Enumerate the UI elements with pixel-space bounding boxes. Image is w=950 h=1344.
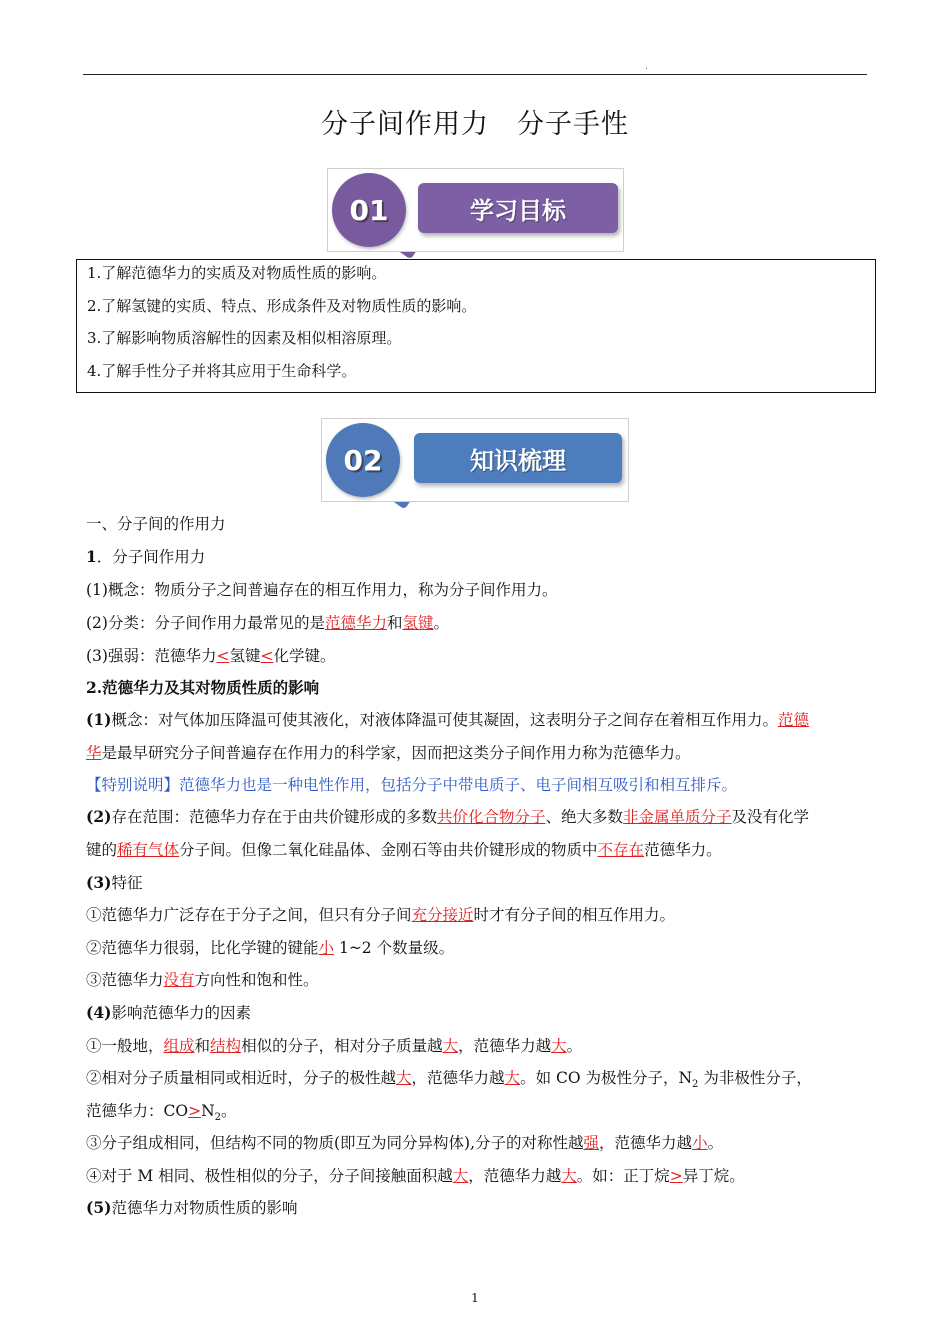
- strength-line: (3)强弱：范德华力<氢键<化学键。: [86, 647, 336, 665]
- page-title: [0, 102, 950, 141]
- title-part1: 分子间作用力: [321, 109, 489, 140]
- banner-label: 学习目标: [418, 183, 618, 233]
- paragraph-line: (4)影响范德华力的因素: [86, 1003, 251, 1022]
- subsection-heading: 1．分子间作用力: [86, 547, 206, 566]
- paragraph-line: 键的稀有气体分子间。但像二氧化硅晶体、金刚石等由共价键形成的物质中不存在范德华力。: [86, 841, 722, 859]
- banner-label: 知识梳理: [414, 433, 622, 483]
- page-number: 1: [471, 1291, 479, 1305]
- subsection-heading: 2.范德华力及其对物质性质的影响: [86, 678, 320, 697]
- section-heading: 一、分子间的作用力: [86, 515, 226, 533]
- list-item: 范德华力：$CO>N_2$。: [86, 1102, 237, 1124]
- goal-item: 3.了解影响物质溶解性的因素及相似相溶原理。: [87, 329, 402, 347]
- paragraph-line: 华是最早研究分子间普遍存在作用力的科学家，因而把这类分子间作用力称为范德华力。: [86, 744, 691, 762]
- concept-line: (1)概念：物质分子之间普遍存在的相互作用力，称为分子间作用力。: [86, 581, 558, 599]
- title-part2: 分子手性: [517, 109, 629, 140]
- header-dot: .: [645, 62, 648, 72]
- list-item: ②范德华力很弱，比化学键的键能小 1~2 个数量级。: [86, 939, 455, 957]
- special-note: 【特别说明】范德华力也是一种电性作用，包括分子中带电质子、电子间相互吸引和相互排斥。: [86, 776, 738, 794]
- paragraph-line: (5)范德华力对物质性质的影响: [86, 1198, 298, 1217]
- header-rule: [83, 74, 867, 75]
- learning-goals-banner: [327, 168, 624, 252]
- classification-line: (2)分类：分子间作用力最常见的是范德华力和氢键。: [86, 614, 450, 632]
- knowledge-review-banner: [321, 418, 629, 502]
- list-item: ④对于 M 相同、极性相似的分子，分子间接触面积越大，范德华力越大。如：正丁烷>异丁烷。: [86, 1167, 745, 1185]
- list-item: ②相对分子质量相同或相近时，分子的极性越大，范德华力越大。如 CO 为极性分子，$N_2$ 为非极性分子，: [86, 1069, 812, 1091]
- list-item: ③分子组成相同，但结构不同的物质(即互为同分异构体),分子的对称性越强，范德华力越小。: [86, 1134, 724, 1152]
- list-item: ①范德华力广泛存在于分子之间，但只有分子间充分接近时才有分子间的相互作用力。: [86, 906, 676, 924]
- paragraph-line: (2)存在范围：范德华力存在于由共价键形成的多数共价化合物分子、绝大多数非金属单质分子及没有化学: [86, 807, 810, 826]
- goal-item: 4.了解手性分子并将其应用于生命科学。: [87, 362, 357, 380]
- list-item: ①一般地，组成和结构相似的分子，相对分子质量越大，范德华力越大。: [86, 1037, 583, 1055]
- list-item: ③范德华力没有方向性和饱和性。: [86, 971, 319, 989]
- paragraph-line: (3)特征: [86, 873, 143, 892]
- paragraph-line: (1)概念：对气体加压降温可使其液化，对液体降温可使其凝固，这表明分子之间存在着相互作用力。范德: [86, 710, 809, 729]
- goal-item: 2.了解氢键的实质、特点、形成条件及对物质性质的影响。: [87, 297, 477, 315]
- goals-box: [76, 259, 876, 393]
- goal-item: 1.了解范德华力的实质及对物质性质的影响。: [87, 264, 387, 282]
- banner-number-badge: 02: [326, 423, 400, 497]
- banner-number-badge: 01: [332, 173, 406, 247]
